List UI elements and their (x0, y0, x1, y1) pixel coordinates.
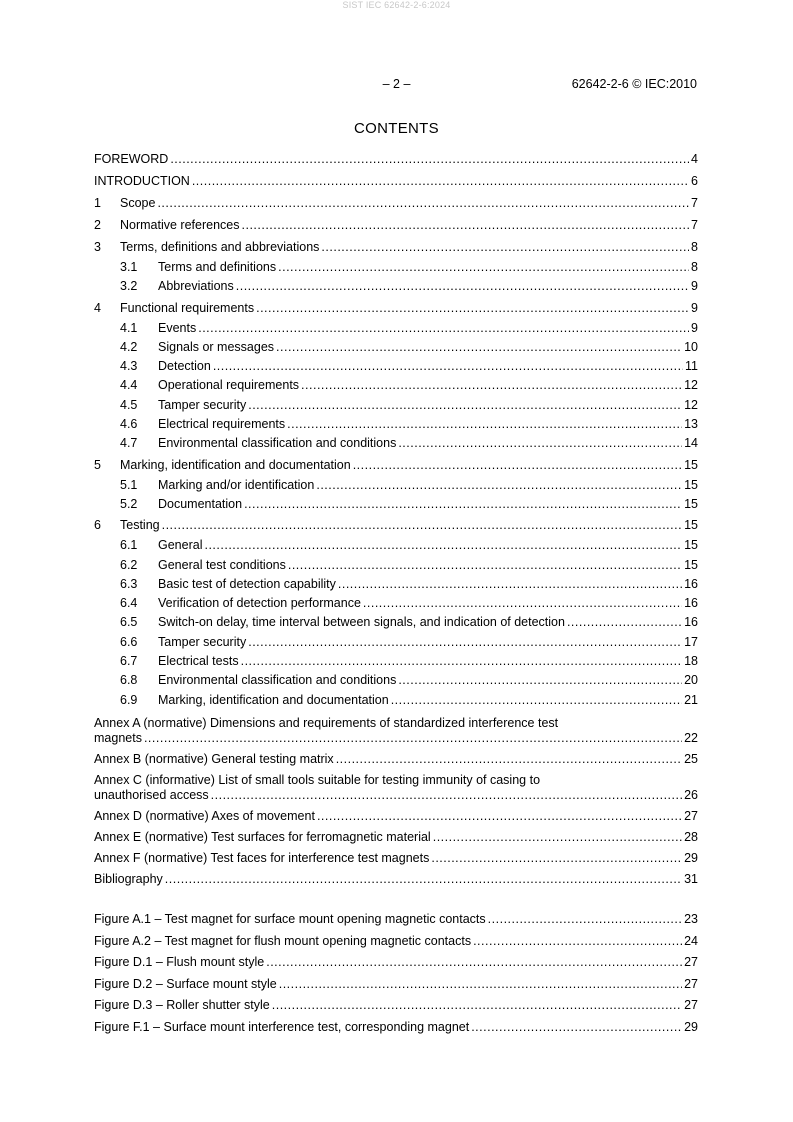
toc-dot-leader (278, 258, 689, 277)
toc-annex-entry[interactable] (94, 773, 698, 803)
toc-entry-number: 3 (94, 240, 101, 254)
document-id: 62642-2-6 © IEC:2010 (571, 77, 697, 91)
toc-entry-page: 27 (684, 976, 698, 991)
toc-entry-number: 4.7 (120, 436, 138, 451)
toc-entry-page: 28 (684, 829, 698, 844)
toc-dot-leader (192, 170, 689, 192)
toc-entry-number: 4.3 (120, 359, 138, 374)
toc-dot-leader (248, 396, 682, 415)
toc-entry-label: Bibliography (94, 871, 163, 886)
toc-entry-number: 6.4 (120, 596, 138, 611)
toc-entry-label: INTRODUCTION (94, 174, 190, 188)
toc-entry-page: 16 (684, 596, 698, 611)
toc-dot-leader (279, 974, 682, 996)
toc-dot-leader (236, 277, 689, 296)
toc-entry[interactable] (94, 514, 698, 536)
toc-entry-number: 4.1 (120, 320, 138, 335)
toc-entry[interactable] (94, 633, 698, 652)
toc-entry-number: 6.9 (120, 692, 138, 707)
toc-entry-label: Abbreviations (158, 279, 234, 294)
toc-entry[interactable] (94, 830, 698, 845)
toc-dot-leader (170, 148, 689, 170)
toc-entry-page: 15 (684, 496, 698, 511)
toc-entry-page: 9 (691, 279, 698, 294)
toc-annex-entry[interactable] (94, 872, 698, 887)
toc-entry-page: 15 (684, 557, 698, 572)
watermark: SIST IEC 62642-2-6:2024 (342, 0, 451, 10)
toc-dot-leader (321, 236, 689, 258)
contents-title: CONTENTS (354, 120, 439, 137)
figure-list (94, 909, 698, 1039)
toc-entry-label: Figure D.1 – Flush mount style (94, 955, 265, 970)
toc-dot-leader (242, 214, 690, 236)
toc-entry-page: 12 (684, 397, 698, 412)
toc-entry-number: 1 (94, 196, 101, 210)
toc-entry-label: Figure D.2 – Surface mount style (94, 976, 277, 991)
toc-entry[interactable] (94, 594, 698, 613)
toc-entry-page: 17 (684, 634, 698, 649)
toc-dot-leader (398, 434, 682, 453)
toc-entry-label: Switch-on delay, time interval between signals, and indication of detection (158, 615, 565, 630)
toc-entry-label: Basic test of detection capability (158, 576, 336, 591)
toc-entry-label: Figure A.2 – Test magnet for flush mount opening magnetic contacts (94, 933, 472, 948)
figure-entry[interactable] (94, 909, 698, 931)
toc-entry-number: 3.2 (120, 279, 138, 294)
toc-entry-page: 27 (684, 955, 698, 970)
toc-entry-page: 13 (684, 417, 698, 432)
toc-entry[interactable] (94, 297, 698, 319)
toc-entry-page: 4 (691, 152, 698, 166)
toc-dot-leader (162, 514, 682, 536)
toc-entry-number: 6.2 (120, 557, 138, 572)
toc-dot-leader (471, 1017, 682, 1039)
toc-entry-page: 15 (684, 518, 698, 533)
toc-dot-leader (266, 952, 682, 974)
toc-entry[interactable] (94, 495, 698, 514)
toc-entry-page: 29 (684, 1019, 698, 1034)
toc-entry-number: 4.4 (120, 378, 138, 393)
toc-dot-leader (317, 809, 682, 824)
toc-dot-leader (256, 297, 689, 319)
toc-entry[interactable] (94, 851, 698, 866)
figure-entry[interactable] (94, 1017, 698, 1039)
page-number: – 2 – (382, 77, 411, 91)
toc-entry-label: Marking, identification and documentation (120, 457, 351, 472)
toc-entry[interactable] (94, 809, 698, 824)
toc-dot-leader (157, 192, 689, 214)
toc-entry-label: Electrical requirements (158, 417, 286, 432)
toc-entry-number: 6 (94, 518, 101, 533)
toc-dot-leader (288, 556, 682, 575)
toc-entry-number: 2 (94, 218, 101, 232)
toc-entry[interactable] (94, 536, 698, 555)
toc-dot-leader (336, 752, 682, 767)
toc-entry[interactable] (94, 214, 698, 236)
toc-entry-label: unauthorised access (94, 787, 209, 802)
toc-entry-number: 6.3 (120, 576, 138, 591)
toc-entry-page: 21 (684, 692, 698, 707)
toc-entry[interactable] (94, 613, 698, 632)
toc-entry-label: Terms, definitions and abbreviations (120, 240, 320, 254)
toc-entry-label: Events (158, 320, 197, 335)
toc-dot-leader (433, 830, 682, 845)
toc-entry-number: 6.1 (120, 538, 138, 553)
figure-entry[interactable] (94, 952, 698, 974)
toc-dot-leader (211, 788, 682, 803)
toc-annex-title-line: Annex A (normative) Dimensions and requirements of standardized interference test (94, 715, 559, 730)
toc-entry-page: 25 (684, 751, 698, 766)
toc-entry-number: 6.7 (120, 654, 138, 669)
toc-entry-label: General (158, 538, 203, 553)
toc-entry-number: 5.1 (120, 477, 138, 492)
toc-entry[interactable] (94, 148, 698, 170)
toc-entry-label: Testing (120, 518, 160, 533)
toc-entry-page: 26 (684, 787, 698, 802)
toc-entry-number: 4.2 (120, 339, 138, 354)
toc-entry[interactable] (94, 236, 698, 258)
toc-entry-page: 9 (691, 300, 698, 315)
toc-entry-label: Annex F (normative) Test faces for interference test magnets (94, 850, 430, 865)
toc-entry-page: 8 (691, 240, 698, 254)
toc-entry[interactable] (94, 434, 698, 453)
toc-annex-entry[interactable] (94, 851, 698, 866)
toc-entry-label: magnets (94, 730, 142, 745)
toc-entry[interactable] (94, 415, 698, 434)
toc-entry-page: 15 (684, 538, 698, 553)
toc-annex-entry[interactable] (94, 752, 698, 767)
toc-dot-leader (567, 613, 682, 632)
figure-entry[interactable] (94, 995, 698, 1017)
toc-entry-page: 24 (684, 933, 698, 948)
toc-dot-leader (363, 594, 682, 613)
toc-entry-page: 27 (684, 998, 698, 1013)
toc-entry-label: Signals or messages (158, 339, 275, 354)
toc-entry-label: Detection (158, 359, 211, 374)
toc-dot-leader (198, 319, 689, 338)
toc-entry-number: 6.6 (120, 634, 138, 649)
toc-dot-leader (398, 671, 682, 690)
toc-entry-page: 12 (684, 378, 698, 393)
toc-entry-number: 3.1 (120, 260, 138, 274)
toc-entry-label: Operational requirements (158, 378, 300, 393)
toc-dot-leader (287, 415, 682, 434)
figure-entry[interactable] (94, 931, 698, 953)
toc-entry-label: Annex E (normative) Test surfaces for ferromagnetic material (94, 829, 431, 844)
toc-entry-page: 20 (684, 673, 698, 688)
toc-entry-label: Tamper security (158, 634, 247, 649)
toc-entry[interactable] (94, 556, 698, 575)
toc-entry-page: 11 (685, 359, 698, 374)
toc-entry-page: 7 (691, 196, 698, 210)
toc-entry-label: Marking and/or identification (158, 477, 315, 492)
toc-entry-label: Tamper security (158, 397, 247, 412)
toc-dot-leader (144, 731, 682, 746)
toc-entry-number: 5.2 (120, 496, 138, 511)
toc-dot-leader (391, 691, 682, 710)
toc-annex-entry[interactable] (94, 809, 698, 824)
toc-dot-leader (244, 495, 682, 514)
table-of-contents (94, 148, 698, 1039)
figure-entry[interactable] (94, 974, 698, 996)
toc-annex-title-line: Annex C (informative) List of small tools suitable for testing immunity of casing to (94, 772, 541, 787)
toc-entry-label: Normative references (120, 218, 240, 232)
toc-entry-page: 15 (684, 477, 698, 492)
toc-entry-page: 15 (684, 457, 698, 472)
toc-entry-label: Documentation (158, 496, 243, 511)
toc-entry-page: 22 (684, 730, 698, 745)
toc-annex-entry[interactable] (94, 716, 698, 746)
toc-entry[interactable] (94, 396, 698, 415)
toc-entry-label: Scope (120, 196, 156, 210)
toc-entry-label: FOREWORD (94, 152, 169, 166)
toc-entry-number: 4.6 (120, 417, 138, 432)
toc-dot-leader (276, 338, 682, 357)
toc-entry-label: Figure A.1 – Test magnet for surface mount opening magnetic contacts (94, 911, 486, 926)
toc-entry-label: Figure D.3 – Roller shutter style (94, 998, 270, 1013)
toc-entry-page: 7 (691, 218, 698, 232)
toc-entry[interactable] (94, 170, 698, 192)
toc-entry-number: 5 (94, 457, 101, 472)
toc-entry-label: Functional requirements (120, 300, 255, 315)
toc-entry[interactable] (94, 731, 698, 746)
toc-entry[interactable] (94, 357, 698, 376)
toc-dot-leader (488, 909, 682, 931)
toc-entry[interactable] (94, 338, 698, 357)
toc-entry-label: Environmental classification and conditions (158, 673, 397, 688)
toc-entry[interactable] (94, 192, 698, 214)
toc-entry-label: Verification of detection performance (158, 596, 361, 611)
toc-entry[interactable] (94, 258, 698, 277)
toc-dot-leader (248, 633, 682, 652)
toc-entry-page: 31 (684, 871, 698, 886)
toc-entry-page: 8 (691, 260, 698, 274)
toc-entry[interactable] (94, 691, 698, 710)
toc-entry-label: Electrical tests (158, 654, 239, 669)
toc-entry[interactable] (94, 277, 698, 296)
toc-dot-leader (204, 536, 682, 555)
toc-entry[interactable] (94, 788, 698, 803)
toc-entry-label: Annex D (normative) Axes of movement (94, 808, 315, 823)
toc-dot-leader (213, 357, 683, 376)
toc-entry-page: 23 (684, 911, 698, 926)
toc-dot-leader (338, 575, 682, 594)
toc-dot-leader (473, 931, 682, 953)
toc-entry-page: 14 (684, 436, 698, 451)
toc-entry-page: 16 (684, 576, 698, 591)
toc-dot-leader (316, 476, 682, 495)
toc-dot-leader (431, 851, 682, 866)
toc-entry[interactable] (94, 476, 698, 495)
toc-entry-page: 29 (684, 850, 698, 865)
toc-dot-leader (353, 454, 682, 476)
toc-entry-number: 4 (94, 300, 101, 315)
toc-entry[interactable] (94, 652, 698, 671)
toc-entry-page: 18 (684, 654, 698, 669)
toc-entry-page: 16 (684, 615, 698, 630)
toc-entry-number: 4.5 (120, 397, 138, 412)
toc-entry-page: 6 (691, 174, 698, 188)
toc-entry[interactable] (94, 872, 698, 887)
toc-entry[interactable] (94, 454, 698, 476)
toc-entry[interactable] (94, 575, 698, 594)
toc-entry-number: 6.5 (120, 615, 138, 630)
toc-entry-label: General test conditions (158, 557, 286, 572)
toc-dot-leader (165, 872, 682, 887)
toc-entry-number: 6.8 (120, 673, 138, 688)
toc-entry-label: Terms and definitions (158, 260, 277, 274)
toc-entry-page: 10 (684, 339, 698, 354)
toc-entry-label: Figure F.1 – Surface mount interference test, corresponding magnet (94, 1019, 470, 1034)
toc-entry-page: 27 (684, 808, 698, 823)
toc-entry-page: 9 (691, 320, 698, 335)
toc-entry[interactable] (94, 319, 698, 338)
toc-entry[interactable] (94, 376, 698, 395)
toc-entry[interactable] (94, 752, 698, 767)
toc-entry-label: Marking, identification and documentation (158, 692, 389, 707)
toc-entry[interactable] (94, 671, 698, 690)
toc-dot-leader (241, 652, 683, 671)
toc-entry-label: Environmental classification and conditions (158, 436, 397, 451)
toc-annex-entry[interactable] (94, 830, 698, 845)
toc-entry-label: Annex B (normative) General testing matrix (94, 751, 334, 766)
toc-dot-leader (272, 995, 682, 1017)
toc-dot-leader (301, 376, 682, 395)
